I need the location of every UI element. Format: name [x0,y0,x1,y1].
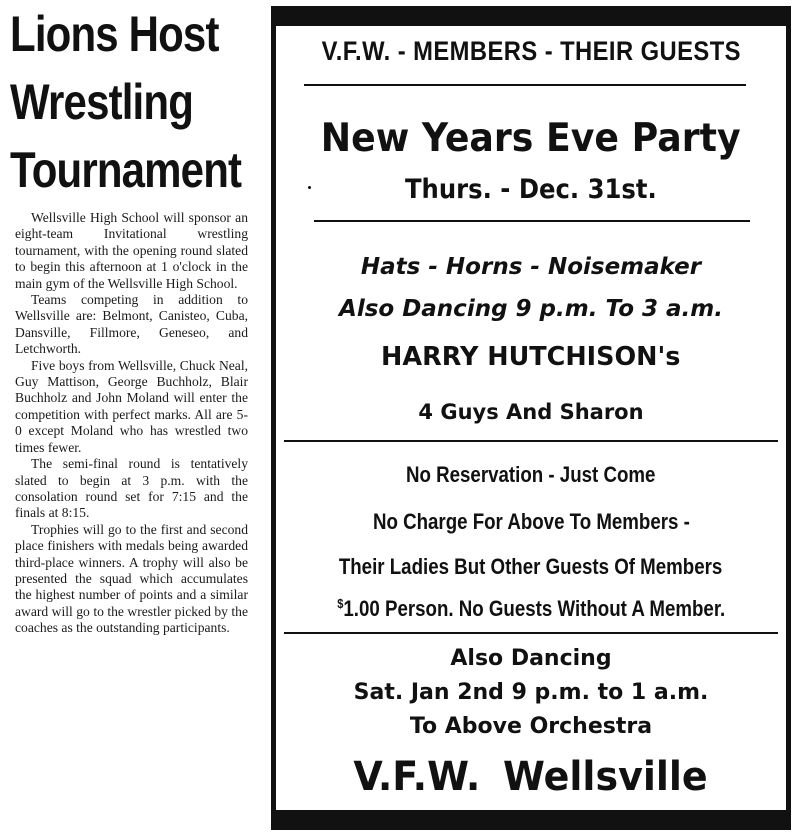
ad-band-leader: HARRY HUTCHISON's [381,342,681,372]
price-text: 1.00 Person. No Guests Without A Member. [343,596,726,621]
ad-top-line: V.F.W. - MEMBERS - THEIR GUESTS [321,36,741,66]
news-story [0,0,258,838]
divider [304,84,746,86]
ad-party-title: New Years Eve Party [321,116,741,161]
ad-party-date: Thurs. - Dec. 31st. [405,174,657,205]
article-paragraph: Wellsville High School will sponsor an eight-team Invitational wrestling tournament, with the opening round slated to begin this afternoon at 1 o'clock in the main gym of the Wellsville High School. [15,210,248,291]
print-speck [308,186,311,189]
ad-band-name: 4 Guys And Sharon [418,400,644,424]
divider [284,632,778,634]
ad-hats-horns: Hats - Horns - Noisemaker [360,254,702,280]
headline-line-3: Tournament [10,142,242,198]
ad-orchestra: To Above Orchestra [409,714,653,739]
vfw-advertisement [271,6,791,830]
article-paragraph: Teams competing in addition to Wellsville are: Belmont, Canisteo, Cuba, Dansville, Fillmore, Geneseo, and Letchworth. [15,292,248,357]
ad-dancing-hours: Also Dancing 9 p.m. To 3 a.m. [339,296,723,322]
divider [284,440,778,442]
ad-saturday-dance: Sat. Jan 2nd 9 p.m. to 1 a.m. [353,680,709,705]
divider [314,220,750,222]
headline-line-1: Lions Host [10,6,219,62]
ad-footer-vfw-wellsville: V.F.W. Wellsville [353,754,709,800]
ad-also-dancing: Also Dancing [450,646,612,671]
article-paragraph: Five boys from Wellsville, Chuck Neal, Guy Mattison, George Buchholz, Blair Buchholz and John Moland will enter the competition with perfect marks. All are 5-0 except Moland who has wrestled two times fewer. [15,357,248,455]
article-paragraph: The semi-final round is tentatively slated to begin at 3 p.m. with the consolation round set for 7:15 and the finals at 8:15. [15,456,248,521]
ad-no-charge: No Charge For Above To Members - [372,509,690,534]
ad-price [276,596,786,622]
article-paragraph: Trophies will go to the first and second place finishers with medals being awarded third-place winners. A trophy will also be presented the squad which accumulates the highest number of points and a similar award will go to the wrestler picked by the coaches as the outstanding participants. [15,521,248,636]
headline-line-2: Wrestling [10,74,194,130]
ad-no-reservation: No Reservation - Just Come [406,462,656,487]
ad-ladies-guests: Their Ladies But Other Guests Of Members [339,554,723,579]
price-symbol: $ [336,596,344,611]
article-body [15,210,248,637]
